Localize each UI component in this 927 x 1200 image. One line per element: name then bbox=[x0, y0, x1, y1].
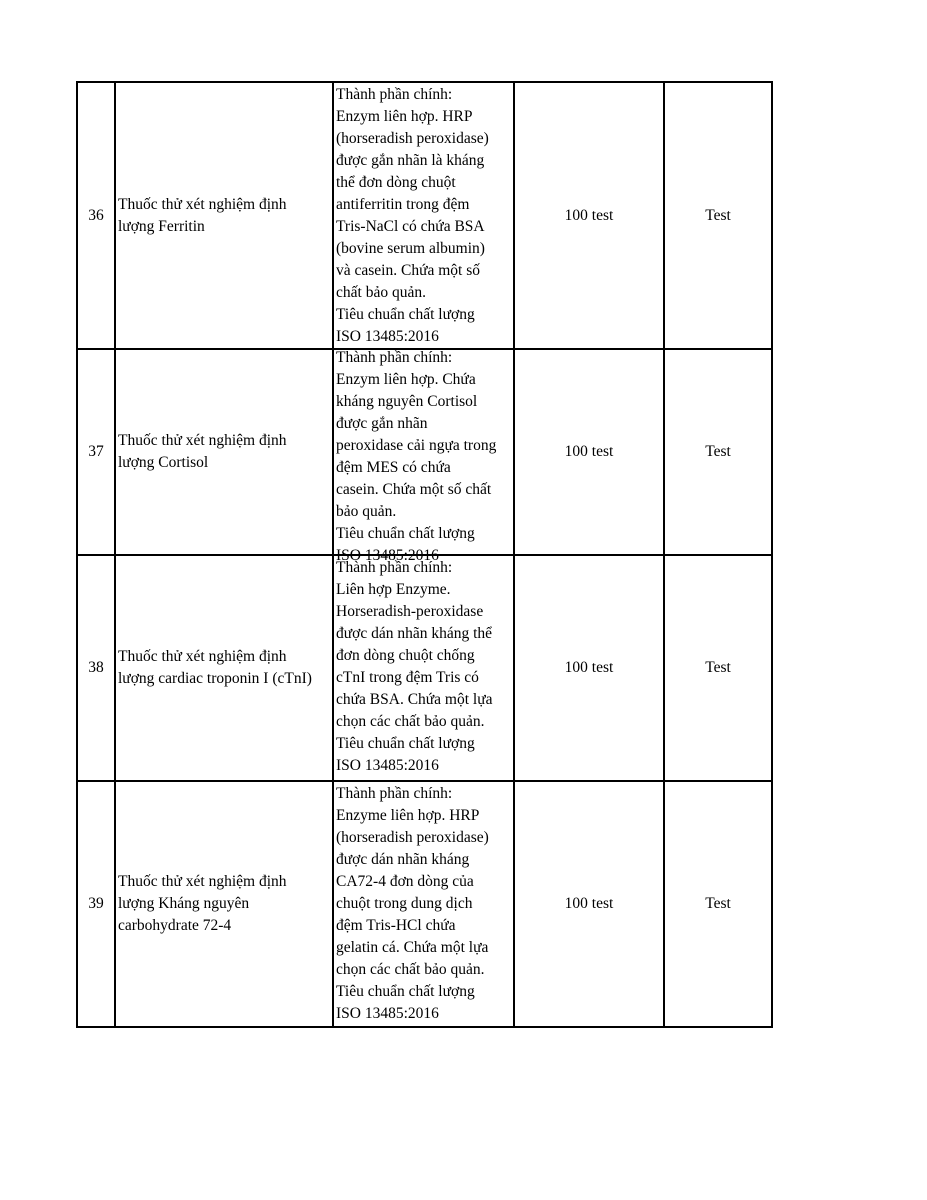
table-row bbox=[77, 555, 772, 781]
table-row bbox=[77, 349, 772, 555]
product-name: Thuốc thử xét nghiệm định lượng Kháng nguyên carbohydrate 72-4 bbox=[115, 781, 333, 1027]
package-size: 100 test bbox=[514, 781, 664, 1027]
product-table bbox=[76, 81, 773, 1028]
row-number: 36 bbox=[77, 82, 115, 349]
table-row bbox=[77, 82, 772, 349]
product-name: Thuốc thử xét nghiệm định lượng cardiac troponin I (cTnI) bbox=[115, 555, 333, 781]
package-size: 100 test bbox=[514, 349, 664, 555]
row-number: 38 bbox=[77, 555, 115, 781]
product-name: Thuốc thử xét nghiệm định lượng Ferritin bbox=[115, 82, 333, 349]
product-spec: Thành phần chính: Enzym liên hợp. HRP (horseradish peroxidase) được gắn nhãn là kháng thể đơn dòng chuột antiferritin trong đệm Tris-NaCl có chứa BSA (bovine serum albumin) và casein. Chứa một số chất bảo quản. Tiêu chuẩn chất lượng ISO 13485:2016 bbox=[336, 86, 489, 345]
unit: Test bbox=[664, 555, 772, 781]
unit: Test bbox=[664, 82, 772, 349]
unit: Test bbox=[664, 349, 772, 555]
package-size: 100 test bbox=[514, 82, 664, 349]
product-name: Thuốc thử xét nghiệm định lượng Cortisol bbox=[115, 349, 333, 555]
row-number: 39 bbox=[77, 781, 115, 1027]
row-number: 37 bbox=[77, 349, 115, 555]
table-row bbox=[77, 781, 772, 1027]
product-spec: Thành phần chính: Liên hợp Enzyme. Horseradish-peroxidase được dán nhãn kháng thể đơn dòng chuột chống cTnI trong đệm Tris có chứa BSA. Chứa một lựa chọn các chất bảo quản. Tiêu chuẩn chất lượng ISO 13485:2016 bbox=[336, 559, 493, 774]
product-spec: Thành phần chính: Enzym liên hợp. Chứa kháng nguyên Cortisol được gắn nhãn peroxidase cải ngựa trong đệm MES có chứa casein. Chứa một số chất bảo quản. Tiêu chuẩn chất lượng ISO 13485:2016 bbox=[336, 349, 497, 564]
package-size: 100 test bbox=[514, 555, 664, 781]
unit: Test bbox=[664, 781, 772, 1027]
product-spec: Thành phần chính: Enzyme liên hợp. HRP (horseradish peroxidase) được dán nhãn kháng CA72-4 đơn dòng của chuột trong dung dịch đệm Tris-HCl chứa gelatin cá. Chứa một lựa chọn các chất bảo quản. Tiêu chuẩn chất lượng ISO 13485:2016 bbox=[336, 785, 489, 1022]
